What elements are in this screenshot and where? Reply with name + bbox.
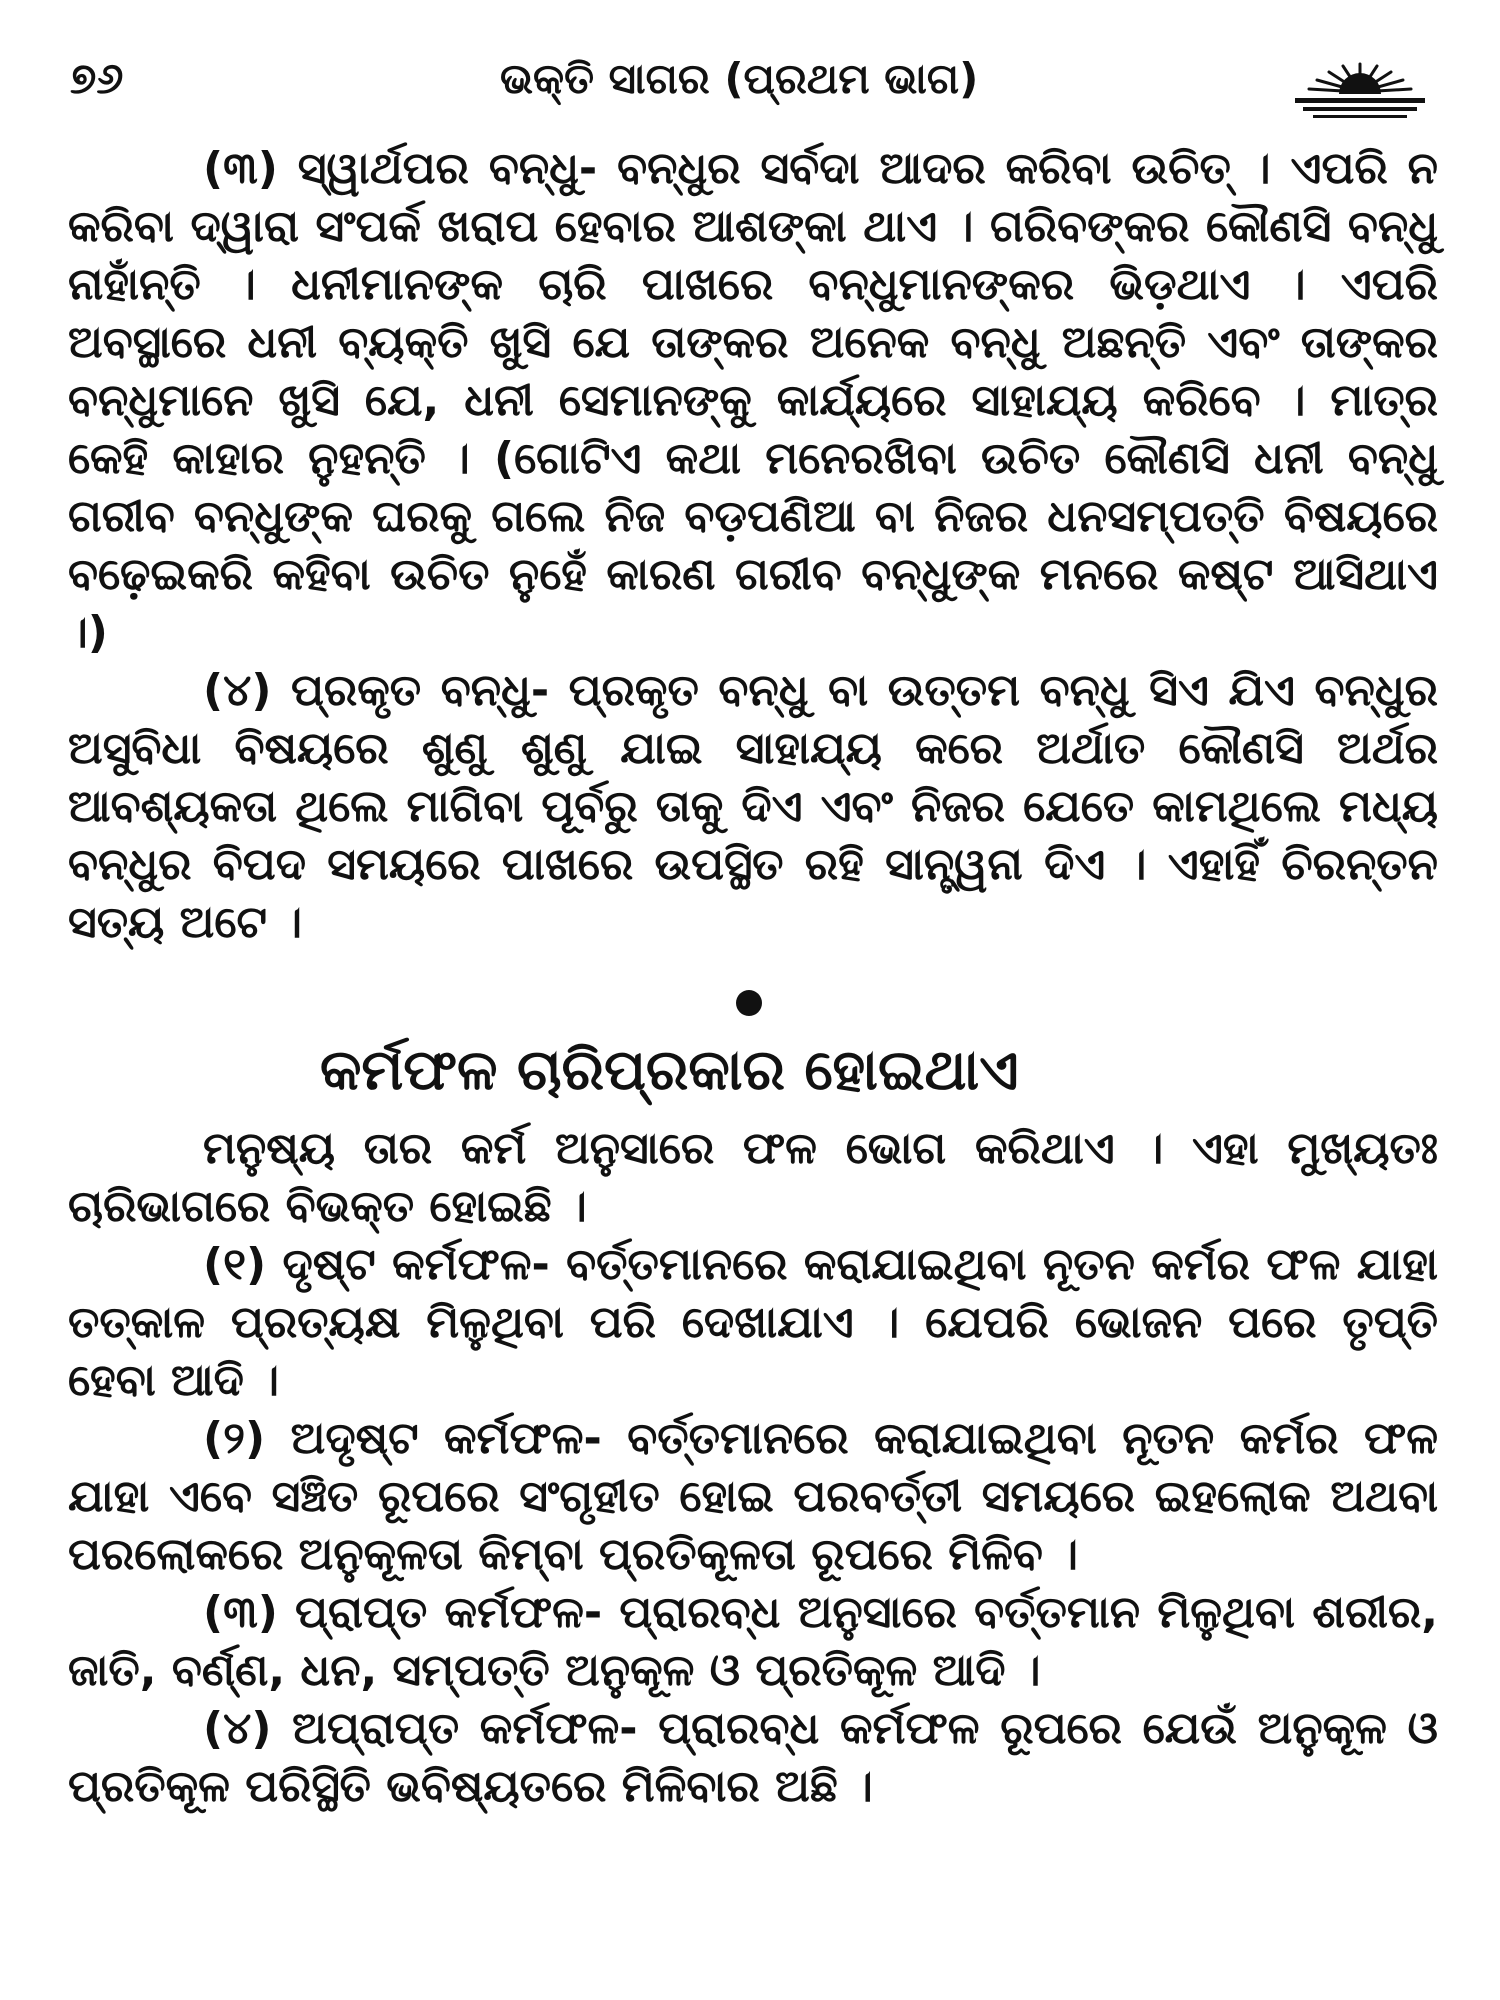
paragraph-item-3: (୩) ପ୍ରାପ୍ତ କର୍ମଫଳ- ପ୍ରାରବ୍ଧ ଅନୁସାରେ ବର୍ତ୍ତମାନ ମିଳୁଥିବା ଶରୀର, ଜାତି, ବର୍ଣ୍ଣ, ଧନ, ସମ୍ପତ୍ତି ଅନୁକୂଳ ଓ ପ୍ରତିକୂଳ ଆଦି । — [68, 1587, 1438, 1696]
paragraph-item-4: (୪) ଅପ୍ରାପ୍ତ କର୍ମଫଳ- ପ୍ରାରବ୍ଧ କର୍ମଫଳ ରୂପରେ ଯେଉଁ ଅନୁକୂଳ ଓ ପ୍ରତିକୂଳ ପରିସ୍ଥିତି ଭବିଷ୍ୟତରେ ମିଳିବାର ଅଛି । — [68, 1703, 1438, 1812]
running-title: ଭକ୍ତି ସାଗର (ପ୍ରଥମ ଭାଗ) — [500, 54, 979, 103]
paragraph-item-2: (୨) ଅଦୃଷ୍ଟ କର୍ମଫଳ- ବର୍ତ୍ତମାନରେ କରାଯାଇଥିବା ନୂତନ କର୍ମର ଫଳ ଯାହା ଏବେ ସଞ୍ଚିତ ରୂପରେ ସଂଗୃହୀତ ହୋଇ ପରବର୍ତ୍ତୀ ସମୟରେ ଇହଲୋକ ଅଥବା ପରଲୋକରେ ଅନୁକୂଳତା କିମ୍ବା ପ୍ରତିକୂଳତା ରୂପରେ ମିଳିବ । — [68, 1413, 1438, 1580]
paragraph-item-1: (୧) ଦୃଷ୍ଟ କର୍ମଫଳ- ବର୍ତ୍ତମାନରେ କରାଯାଇଥିବା ନୂତନ କର୍ମର ଫଳ ଯାହା ତତ୍କାଳ ପ୍ରତ୍ୟକ୍ଷ ମିଳୁଥିବା ପରି ଦେଖାଯାଏ । ଯେପରି ଭୋଜନ ପରେ ତୃପ୍ତି ହେବା ଆଦି । — [68, 1239, 1438, 1406]
rising-sun-icon — [1285, 58, 1435, 120]
paragraph-selfish-friend: (୩) ସ୍ୱାର୍ଥପର ବନ୍ଧୁ- ବନ୍ଧୁର ସର୍ବଦା ଆଦର କରିବା ଉଚିତ୍ । ଏପରି ନ କରିବା ଦ୍ୱାରା ସଂପର୍କ ଖରାପ ହେବାର ଆଶଙ୍କା ଥାଏ । ଗରିବଙ୍କର କୌଣସି ବନ୍ଧୁ ନାହାଁନ୍ତି । ଧନୀମାନଙ୍କ ଚାରି ପାଖରେ ବନ୍ଧୁମାନଙ୍କର ଭିଡ଼ଥାଏ । ଏପରି ଅବସ୍ଥାରେ ଧନୀ ବ୍ୟକ୍ତି ଖୁସି ଯେ ତାଙ୍କର ଅନେକ ବନ୍ଧୁ ଅଛନ୍ତି ଏବଂ ତାଙ୍କର ବନ୍ଧୁମାନେ ଖୁସି ଯେ, ଧନୀ ସେମାନଙ୍କୁ କାର୍ଯ୍ୟରେ ସାହାଯ୍ୟ କରିବେ । ମାତ୍ର କେହି କାହାର ନୁହନ୍ତି । (ଗୋଟିଏ କଥା ମନେରଖିବା ଉଚିତ କୌଣସି ଧନୀ ବନ୍ଧୁ ଗରୀବ ବନ୍ଧୁଙ୍କ ଘରକୁ ଗଲେ ନିଜ ବଡ଼ପଣିଆ ବା ନିଜର ଧନସମ୍ପତ୍ତି ବିଷୟରେ ବଢ଼େଇକରି କହିବା ଉଚିତ ନୁହେଁ କାରଣ ଗରୀବ ବନ୍ଧୁଙ୍କ ମନରେ କଷ୍ଟ ଆସିଥାଏ ।) — [68, 143, 1438, 658]
body-text-lower — [68, 1120, 1438, 1816]
paragraph-true-friend: (୪) ପ୍ରକୃତ ବନ୍ଧୁ- ପ୍ରକୃତ ବନ୍ଧୁ ବା ଉତ୍ତମ ବନ୍ଧୁ ସିଏ ଯିଏ ବନ୍ଧୁର ଅସୁବିଧା ବିଷୟରେ ଶୁଣୁ ଶୁଣୁ ଯାଇ ସାହାଯ୍ୟ କରେ ଅର୍ଥାତ କୌଣସି ଅର୍ଥର ଆବଶ୍ୟକତା ଥିଲେ ମାଗିବା ପୂର୍ବରୁ ତାକୁ ଦିଏ ଏବଂ ନିଜର ଯେତେ କାମଥିଲେ ମଧ୍ୟ ବନ୍ଧୁର ବିପଦ ସମୟରେ ପାଖରେ ଉପସ୍ଥିତ ରହି ସାନ୍ତ୍ୱନା ଦିଏ । ଏହାହିଁ ଚିରନ୍ତନ ସତ୍ୟ ଅଟେ । — [68, 665, 1438, 948]
page-number: ୭୬ — [70, 54, 124, 104]
section-heading: କର୍ମଫଳ ଚାରିପ୍ରକାର ହୋଇଥାଏ — [320, 1038, 1019, 1103]
paragraph-intro: ମନୁଷ୍ୟ ତାର କର୍ମ ଅନୁସାରେ ଫଳ ଭୋଗ କରିଥାଏ । ଏହା ମୁଖ୍ୟତଃ ଚାରିଭାଗରେ ବିଭକ୍ତ ହୋଇଛି । — [68, 1123, 1438, 1232]
section-separator-dot — [736, 990, 762, 1016]
body-text-upper — [68, 140, 1438, 952]
